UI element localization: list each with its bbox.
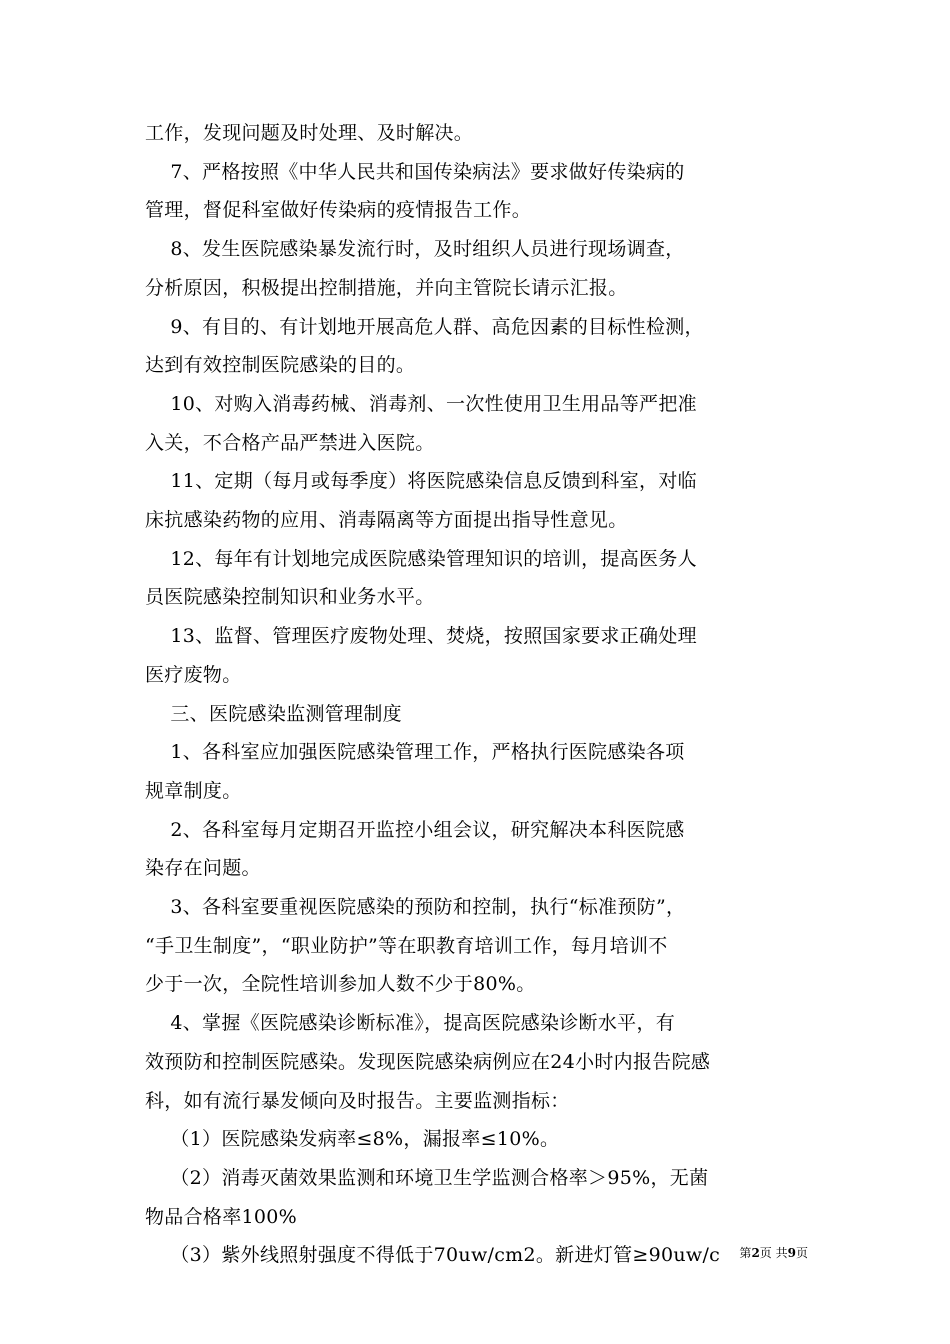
text-line: 床抗感染药物的应用、消毒隔离等方面提出指导性意见。 bbox=[145, 509, 628, 531]
total-page-number: 9 bbox=[787, 1246, 796, 1260]
text-line: 9、有目的、有计划地开展高危人群、高危因素的目标性检测， bbox=[145, 315, 704, 338]
text-line: 物品合格率100% bbox=[145, 1205, 298, 1228]
text-line: （1）医院感染发病率≤8%，漏报率≤10%。 bbox=[145, 1128, 560, 1151]
text-line: （2）消毒灭菌效果监测和环境卫生学监测合格率＞95%，无菌 bbox=[145, 1166, 709, 1189]
footer-prefix: 第 bbox=[739, 1246, 752, 1260]
text-line: 工作，发现问题及时处理、及时解决。 bbox=[145, 122, 474, 144]
text-line: 医疗废物。 bbox=[145, 663, 242, 686]
section-heading: 三、医院感染监测管理制度 bbox=[145, 702, 402, 725]
text-line: 2、各科室每月定期召开监控小组会议，研究解决本科医院感 bbox=[145, 818, 685, 841]
text-line: 规章制度。 bbox=[145, 779, 242, 802]
text-line: 员医院感染控制知识和业务水平。 bbox=[145, 586, 435, 609]
text-line: “手卫生制度”，“职业防护”等在职教育培训工作，每月培训不 bbox=[145, 934, 668, 957]
text-line: 管理，督促科室做好传染病的疫情报告工作。 bbox=[145, 199, 532, 222]
text-line: 13、监督、管理医疗废物处理、焚烧，按照国家要求正确处理 bbox=[145, 625, 697, 648]
text-line: 7、严格按照《中华人民共和国传染病法》要求做好传染病的 bbox=[145, 160, 685, 183]
text-line: 3、各科室要重视医院感染的预防和控制，执行“标准预防”， bbox=[145, 896, 686, 918]
text-line: 10、对购入消毒药械、消毒剂、一次性使用卫生用品等严把准 bbox=[145, 392, 697, 415]
text-line: 12、每年有计划地完成医院感染管理知识的培训，提高医务人 bbox=[145, 547, 697, 570]
text-line: （3）紫外线照射强度不得低于70uw/cm2。新进灯管≥90uw/c bbox=[145, 1244, 721, 1267]
footer-suffix: 页 bbox=[795, 1246, 808, 1260]
current-page-number: 2 bbox=[751, 1246, 760, 1260]
text-line: 11、定期（每月或每季度）将医院感染信息反馈到科室，对临 bbox=[145, 470, 697, 493]
text-line: 效预防和控制医院感染。发现医院感染病例应在24小时内报告院感 bbox=[145, 1050, 711, 1073]
text-line: 分析原因，积极提出控制措施，并向主管院长请示汇报。 bbox=[145, 276, 628, 299]
text-line: 1、各科室应加强医院感染管理工作，严格执行医院感染各项 bbox=[145, 741, 685, 764]
text-line: 达到有效控制医院感染的目的。 bbox=[145, 354, 416, 377]
page-number-footer bbox=[739, 1244, 808, 1261]
text-line: 8、发生医院感染暴发流行时，及时组织人员进行现场调查， bbox=[145, 238, 685, 261]
text-line: 少于一次，全院性培训参加人数不少于80%。 bbox=[145, 973, 536, 996]
text-line: 入关，不合格产品严禁进入医院。 bbox=[145, 431, 435, 454]
text-line: 科，如有流行暴发倾向及时报告。主要监测指标： bbox=[145, 1089, 570, 1112]
text-line: 染存在问题。 bbox=[145, 857, 261, 880]
footer-middle: 页 共 bbox=[759, 1246, 788, 1260]
text-line: 4、掌握《医院感染诊断标准》，提高医院感染诊断水平，有 bbox=[145, 1012, 676, 1035]
